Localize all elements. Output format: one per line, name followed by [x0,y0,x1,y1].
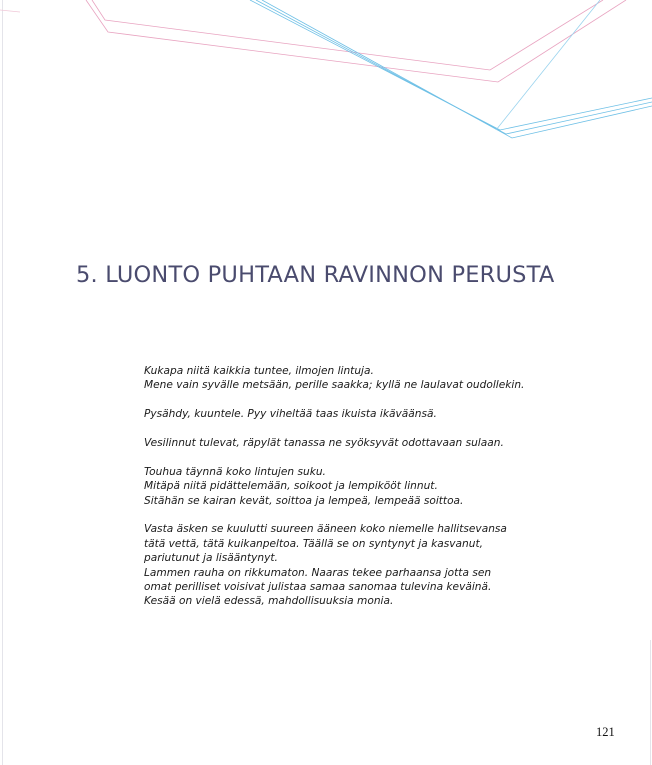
deco-line-pink-2 [86,0,626,82]
text-line: Vasta äsken se kuulutti suureen ääneen koko niemelle hallitsevansa [144,523,507,536]
deco-line-pink-1 [92,0,603,70]
deco-line-pink-3 [0,10,20,12]
deco-line-blue-2 [256,0,652,134]
text-line: Sitähän se kairan kevät, soittoa ja lempeä, lempeää soittoa. [144,494,464,507]
paragraph-4 [144,465,584,508]
text-line: Mitäpä niitä pidättelemään, soikoot ja lempikööt linnut. [144,480,438,493]
paragraph-1 [144,364,584,393]
text-line: Mene vain syvälle metsään, perille saakka; kyllä ne laulavat oudollekin. [144,379,525,392]
paragraph-3 [144,436,584,450]
text-line: Kukapa niitä kaikkia tuntee, ilmojen lintuja. [144,365,374,377]
text-line: Lammen rauha on rikkumaton. Naaras tekee parhaansa jotta sen [144,566,492,579]
chapter-title: 5. LUONTO PUHTAAN RAVINNON PERUSTA [76,262,555,288]
text-line: pariutunut ja lisääntynyt. [144,552,278,565]
page-edge-right [650,640,651,765]
page-number: 121 [596,725,615,739]
text-line: Kesää on vielä edessä, mahdollisuuksia monia. [144,595,394,608]
poem-body [144,364,584,623]
paragraph-2 [144,407,584,421]
text-line: Vesilinnut tulevat, räpylät tanassa ne syöksyvät odottavaan sulaan. [144,437,504,449]
text-line: Pysähdy, kuuntele. Pyy viheltää taas ikuista ikäväänsä. [144,408,437,421]
paragraph-5 [144,522,584,608]
text-line: tätä vettä, tätä kuikanpeltoa. Täällä se on syntynyt ja kasvanut, [144,537,483,550]
text-line: Touhua täynnä koko lintujen suku. [144,465,326,478]
decorative-lines-graphic [0,0,652,150]
text-line: omat perilliset voisivat julistaa samaa sanomaa tulevina keväinä. [144,581,492,594]
deco-line-blue-4 [496,0,600,130]
